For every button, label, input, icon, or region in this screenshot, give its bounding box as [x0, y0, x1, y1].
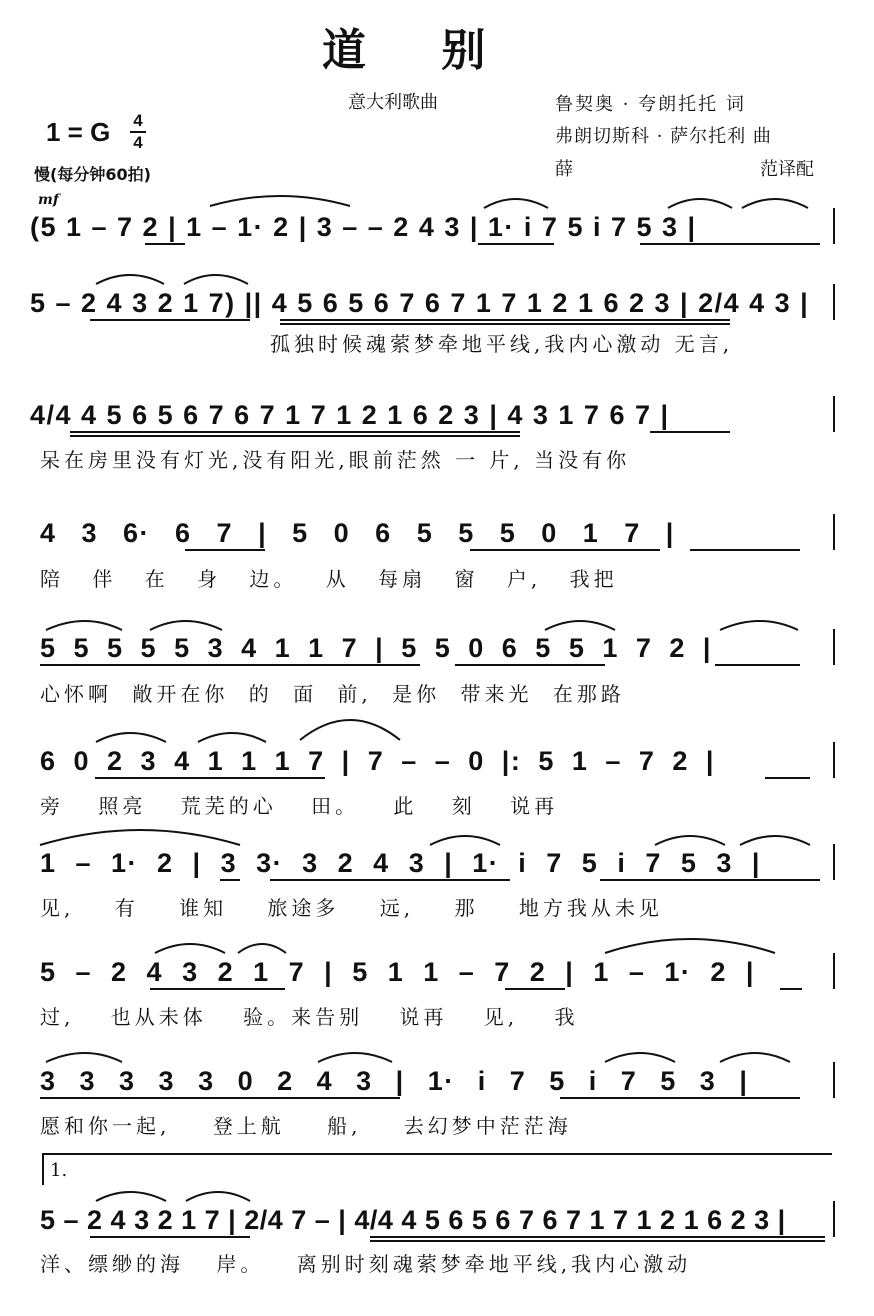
lyrics-row-8: 过, 也从未体 验。来告别 说再 见, 我: [40, 1005, 579, 1029]
song-title: 道 别: [322, 25, 516, 76]
triplet-slur: [96, 733, 166, 742]
triplet-slur: [96, 1192, 166, 1201]
lyrics-row-5: 心怀啊 敞开在你 的 面 前, 是你 带来光 在那路: [40, 682, 625, 706]
tie: [300, 720, 400, 740]
notation-row-9: 3 3 3 3 3 0 2 4 3 | 1· i 7 5 i 7 5 3 |: [40, 1066, 749, 1096]
dynamic-marking: mf: [38, 192, 59, 208]
triplet-slur: [742, 199, 808, 208]
triplet-slur: [655, 836, 725, 845]
lyrics-row-7: 见, 有 谁知 旅途多 远, 那 地方我从未见: [40, 896, 663, 920]
lyrics-row-10: 洋、缥缈的海 岸。 离别时刻魂萦梦牵地平线,我内心激动: [40, 1252, 692, 1276]
triplet-slur: [605, 1053, 675, 1062]
triplet-slur: [46, 621, 122, 630]
translator-credit: 范译配: [760, 159, 814, 180]
lyrics-row-4: 陪 伴 在 身 边。 从 每扇 窗 户, 我把: [40, 567, 618, 591]
triplet-slur: [155, 944, 225, 953]
song-origin: 意大利歌曲: [348, 92, 438, 113]
slur: [605, 939, 775, 953]
triplet-slur: [720, 1053, 790, 1062]
triplet-slur: [184, 275, 248, 284]
triplet-slur: [740, 836, 810, 845]
lyricist-credit: 鲁契奥 · 夸朗托托 词: [555, 94, 746, 115]
composer-credit: 弗朗切斯科 · 萨尔托利 曲: [555, 126, 772, 147]
notation-row-8: 5 – 2 4 3 2 1 7 | 5 1 1 – 7 2 | 1 – 1· 2 |: [40, 957, 755, 987]
triplet-slur: [96, 275, 164, 284]
key-signature: 1 = G: [46, 117, 111, 147]
triplet-slur: [186, 1192, 250, 1201]
triplet-slur: [430, 836, 500, 845]
lyrics-row-3: 呆在房里没有灯光,没有阳光,眼前茫然 一 片, 当没有你: [40, 448, 631, 472]
notation-row-6: 6 0 2 3 4 1 1 1 7 | 7 – – 0 |: 5 1 – 7 2 |: [40, 746, 715, 776]
triplet-slur: [545, 621, 615, 630]
lyrics-row-6: 旁 照亮 荒芜的心 田。 此 刻 说再: [40, 794, 559, 818]
triplet-slur: [484, 199, 548, 208]
notation-row-3: 4/4 4 5 6 5 6 7 6 7 1 7 1 2 1 6 2 3 | 4 3 1 7 6 7 |: [30, 400, 670, 430]
lyrics-row-9: 愿和你一起, 登上航 船, 去幻梦中茫茫海: [40, 1114, 572, 1138]
triplet-slur: [720, 621, 798, 630]
time-signature-numerator: 4: [133, 111, 143, 130]
notation-row-7: 1 – 1· 2 | 3 3· 3 2 4 3 | 1· i 7 5 i 7 5 3 |: [40, 848, 761, 878]
notation-row-2: 5 – 2 4 3 2 1 7) || 4 5 6 5 6 7 6 7 1 7 1 2 1 6 2 3 | 2/4 4 3 |: [30, 288, 810, 318]
triplet-slur: [668, 199, 732, 208]
triplet-slur: [46, 1053, 122, 1062]
notation-row-10: 5 – 2 4 3 2 1 7 | 2/4 7 – | 4/4 4 5 6 5 6 7 6 7 1 7 1 2 1 6 2 3 |: [40, 1205, 786, 1235]
triplet-slur: [150, 621, 222, 630]
notation-row-1: (5 1 – 7 2 | 1 – 1· 2 | 3 – – 2 4 3 | 1· i 7 5 i 7 5 3 |: [30, 212, 697, 242]
notation-row-5: 5 5 5 5 5 3 4 1 1 7 | 5 5 0 6 5 5 1 7 2 |: [40, 633, 712, 663]
first-ending-number: 1.: [50, 1160, 68, 1181]
notation-row-4: 4 3 6· 6 7 | 5 0 6 5 5 5 0 1 7 |: [40, 518, 675, 548]
triplet-slur: [198, 733, 266, 742]
slur: [210, 196, 350, 206]
translator-family-name: 薛: [555, 159, 573, 180]
triplet-slur: [318, 1053, 392, 1062]
triplet-slur: [238, 944, 286, 953]
slur: [40, 830, 240, 845]
time-signature-denominator: 4: [133, 133, 143, 152]
lyrics-row-2: 孤独时候魂萦梦牵地平线,我内心激动 无言,: [270, 332, 734, 356]
tempo-marking: 慢(每分钟60拍): [34, 165, 151, 184]
